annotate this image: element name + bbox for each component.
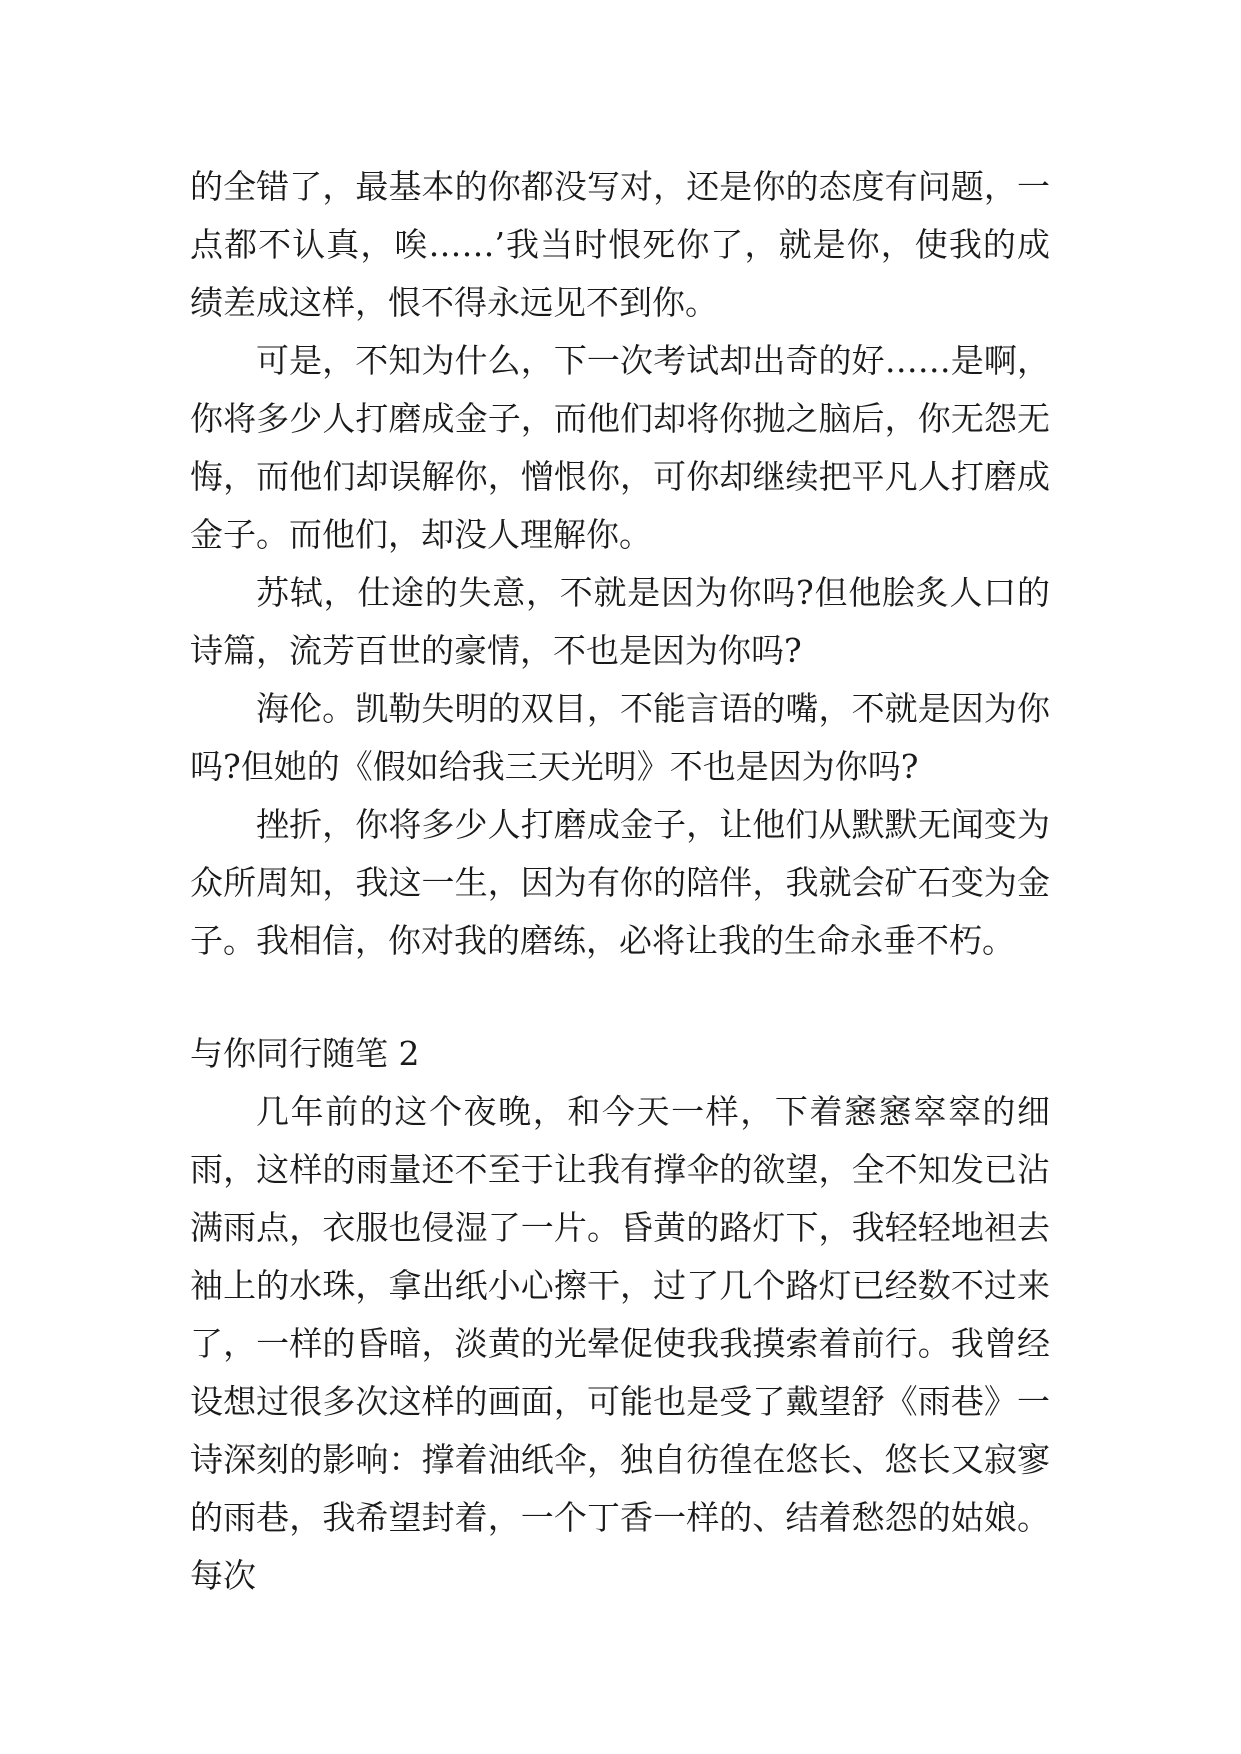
paragraph: 挫折，你将多少人打磨成金子，让他们从默默无闻变为众所周知，我这一生，因为有你的陪伴，我就会矿石变为金子。我相信，你对我的磨练，必将让我的生命永垂不朽。 xyxy=(190,805,1050,960)
paragraph: 海伦。凯勒失明的双目，不能言语的嘴，不就是因为你吗?但她的《假如给我三天光明》不也是因为你吗? xyxy=(190,689,1050,786)
paragraph: 苏轼，仕途的失意，不就是因为你吗?但他脍炙人口的诗篇，流芳百世的豪情，不也是因为你吗? xyxy=(190,573,1050,670)
section-title: 与你同行随笔 2 xyxy=(190,1034,420,1073)
paragraph-continued: 的全错了，最基本的你都没写对，还是你的态度有问题，一点都不认真，唉……’我当时恨死你了，就是你，使我的成绩差成这样，恨不得永远见不到你。 xyxy=(190,167,1050,322)
document-body xyxy=(190,158,1050,1605)
paragraph: 几年前的这个夜晚，和今天一样，下着窸窸窣窣的细雨，这样的雨量还不至于让我有撑伞的欲望，全不知发已沾满雨点，衣服也侵湿了一片。昏黄的路灯下，我轻轻地袒去袖上的水珠，拿出纸小心擦干，过了几个路灯已经数不过来了，一样的昏暗，淡黄的光晕促使我我摸索着前行。我曾经设想过很多次这样的画面，可能也是受了戴望舒《雨巷》一诗深刻的影响：撑着油纸伞，独自彷徨在悠长、悠长又寂寥的雨巷，我希望封着，一个丁香一样的、结着愁怨的姑娘。每次 xyxy=(190,1092,1050,1595)
paragraph: 可是，不知为什么，下一次考试却出奇的好……是啊，你将多少人打磨成金子，而他们却将你抛之脑后，你无怨无悔，而他们却误解你，憎恨你，可你却继续把平凡人打磨成金子。而他们，却没人理解你。 xyxy=(190,341,1050,554)
